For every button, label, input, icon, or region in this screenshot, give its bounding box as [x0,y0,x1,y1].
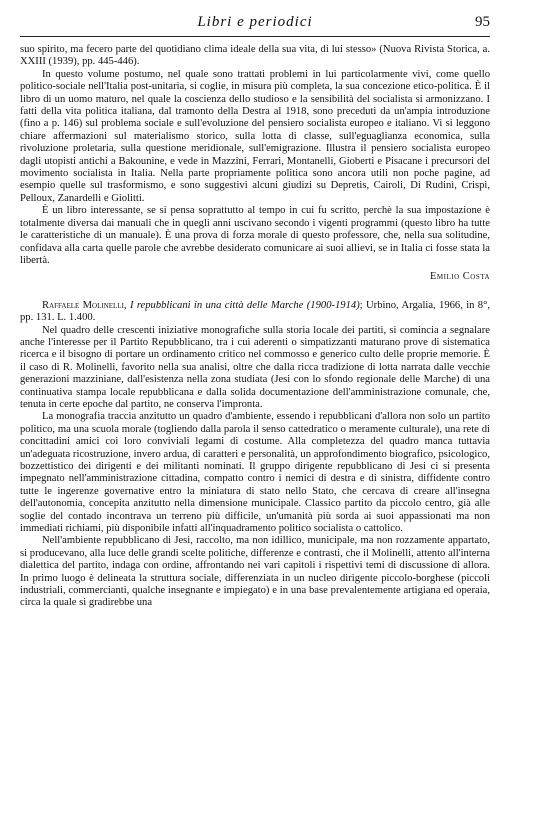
review2-heading [20,300,490,325]
review1-paragraph-3: È un libro interessante, se si pensa soprattutto al tempo in cui fu scritto, perchè la sua impostazione è totalmente diversa dai manuali che in quegli anni uscivano secondo i vigenti programmi (questo libro ha tutte le caratteristiche di un manuale). È una prova di forza morale di questo professore, che, nella sua solitudine, confidava alla carta quelle parole che avrebbe desiderato comunicare ai suoi allievi, se in Italia ci fosse stata la libertà. [20,205,490,266]
page-number: 95 [475,14,490,30]
review2-paragraph-3: Nell'ambiente repubblicano di Jesi, raccolto, ma non idillico, municipale, ma non rozzamente appartato, si producevano, alla luce delle grandi scelte politiche, differenze e contrasti, che il Molinelli, attento all'interna dialettica del partito, indaga con ordine, affrontando nei vari capitoli i rispettivi temi di discussione di allora. In primo luogo è delineata la struttura sociale, differenziata in un nucleo dirigente piccolo-borghese (piccoli industriali, commercianti, qualche insegnante e impiegato) e in una base prevalentemente artigiana ed operaia, circa la quale si gradirebbe una [20,535,490,609]
running-title: Libri e periodici [197,14,313,30]
review2-paragraph-1: Nel quadro delle crescenti iniziative monografiche sulla storia locale dei partiti, si comincia a segnalare anche l'interesse per il Partito Repubblicano, tra i cui aderenti o simpatizzanti maturano prove di sistematica ricerca e il bisogno di portare un ordinamento critico nel commosso e generico culto delle proprie memorie. È il caso di R. Molinelli, favorito nella sua analisi, oltre che dalla ricca tradizione di lotta narrata dalle vecchie generazioni mazziniane, dall'esistenza nella zona studiata (Jesi con lo sfondo regionale delle Marche) di una continuativa stampa locale repubblicana e dalla solida documentazione dell'amministrazione comunale, che, tenuta in certe epoche dal partito, ne conserva l'impronta. [20,324,490,410]
review1-paragraph-1: suo spirito, ma fecero parte del quotidiano clima ideale della sua vita, di lui stesso» (Nuova Rivista Storica, a. XXIII (1939), pp. 445-446). [20,44,490,68]
article-body [20,44,490,610]
review2-book-title: I repubblicani in una città delle Marche (1900-1914) [129,299,360,311]
running-header [20,14,490,37]
section-spacer [20,284,490,300]
review1-signature: Emilio Costa [430,271,490,283]
review2-paragraph-2: La monografia traccia anzitutto un quadro d'ambiente, essendo i repubblicani d'allora non solo un partito politico, ma una scuola morale (togliendo dalla parola il senso cattedratico o meramente culturale), una rete di concittadini amici coi loro conviviali legami di costume. Alla completezza del quadro manca tuttavia un'adeguata ricostruzione, invero ardua, di caratteri e personalità, un approfondimento biografico, psicologico, bozzettistico dei dirigenti e dei militanti nominati. Il gruppo dirigente repubblicano di Jesi ci si presenta impegnato nell'amministrazione cittadina, compatto contro i nemici di destra e di sinistra, diffidente contro tutte le ingerenze governative entro la miniatura di stato nello Stato, che cercava di creare all'insegna dell'autonomia, concepita anzitutto nella dimensione municipale. Classico partito da piccolo centro, già alle soglie del contado incontrava un terreno più difficile, un'umanità più sorda ai suoi appassionati ma non immediati richiami, più disponibile infatti all'inquadramento politico socialista o cattolico. [20,411,490,535]
review1-paragraph-2: In questo volume postumo, nel quale sono trattati problemi in lui particolarmente vivi, come quello politico-sociale nell'Italia post-unitaria, si coglie, in misura più completa, la sua concezione etico-politica. È il libro di un uomo maturo, nel quale la coscienza dello studioso e la sensibilità del socialista si armonizzano. I fatti della vita politica italiana, dal tramonto della Destra al 1918, sono preceduti da un'ampia introduzione (fino a p. 146) sul problema sociale e sull'evoluzione del pensiero socialista europeo e italiano. Vi si leggono chiare affermazioni sul materialismo storico, sulla lotta di classe, sull'eguaglianza economica, sulla rivoluzione proletaria, sulla questione meridionale, sull'emigrazione. Illustra il pensiero socialista europeo dagli utopisti antichi a Bakounine, e vede in Mazzini, Ferrari, Montanelli, Gioberti e Pisacane i precursori del movimento socialista in Italia. Nella parte propriamente politica sono ancora utili non poche pagine, ad esempio quelle sul trasformismo, e sono suggestivi alcuni giudizi su Depretis, Cairoli, Di Rudinì, Crispi, Pelloux, Zanardelli e Giolitti. [20,68,490,204]
review2-publication-info: ; Urbino, Argalia, 1966, in 8°, pp. 131. L. 1.400. [20,299,490,324]
review2-author: Raffaele Molinelli, [42,299,127,311]
